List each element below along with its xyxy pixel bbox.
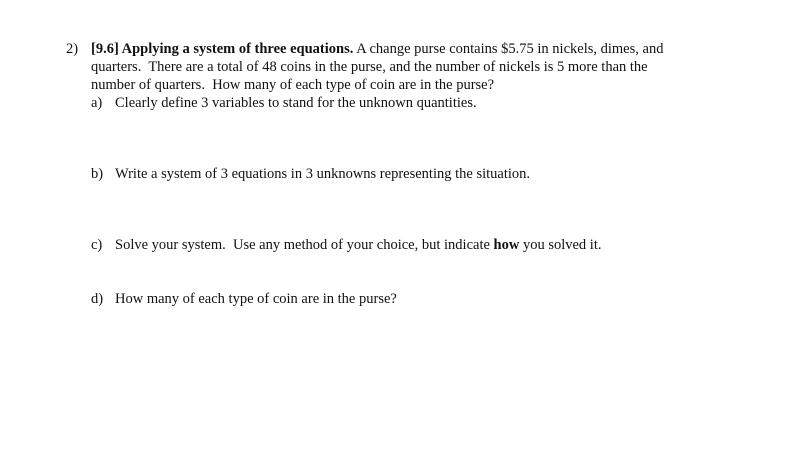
problem-number: 2) — [66, 41, 79, 57]
part-c-text-after: you solved it. — [519, 237, 602, 253]
part-a-text: Clearly define 3 variables to stand for the unknown quantities. — [115, 95, 477, 111]
problem-line-3: number of quarters. How many of each type of coin are in the purse? — [91, 77, 495, 93]
problem-2 — [66, 40, 746, 94]
part-c-text-bold: how — [493, 237, 520, 253]
part-b-label: b) — [91, 166, 104, 182]
part-a-label: a) — [91, 95, 103, 111]
part-d-text: How many of each type of coin are in the purse? — [115, 291, 397, 307]
part-d-label: d) — [91, 291, 104, 307]
part-b-text: Write a system of 3 equations in 3 unknowns representing the situation. — [115, 166, 531, 182]
problem-line-1: A change purse contains $5.75 in nickels, dimes, and — [356, 41, 664, 57]
part-a — [91, 94, 477, 112]
part-c-text-before: Solve your system. Use any method of your choice, but indicate — [115, 237, 494, 253]
part-c — [91, 236, 602, 254]
part-c-label: c) — [91, 237, 103, 253]
problem-line-2: quarters. There are a total of 48 coins in the purse, and the number of nickels is 5 more than the — [91, 59, 648, 75]
part-b — [91, 165, 530, 183]
problem-tag: [9.6] Applying a system of three equations. — [91, 41, 354, 57]
problem-statement — [91, 40, 746, 94]
part-d — [91, 290, 397, 308]
